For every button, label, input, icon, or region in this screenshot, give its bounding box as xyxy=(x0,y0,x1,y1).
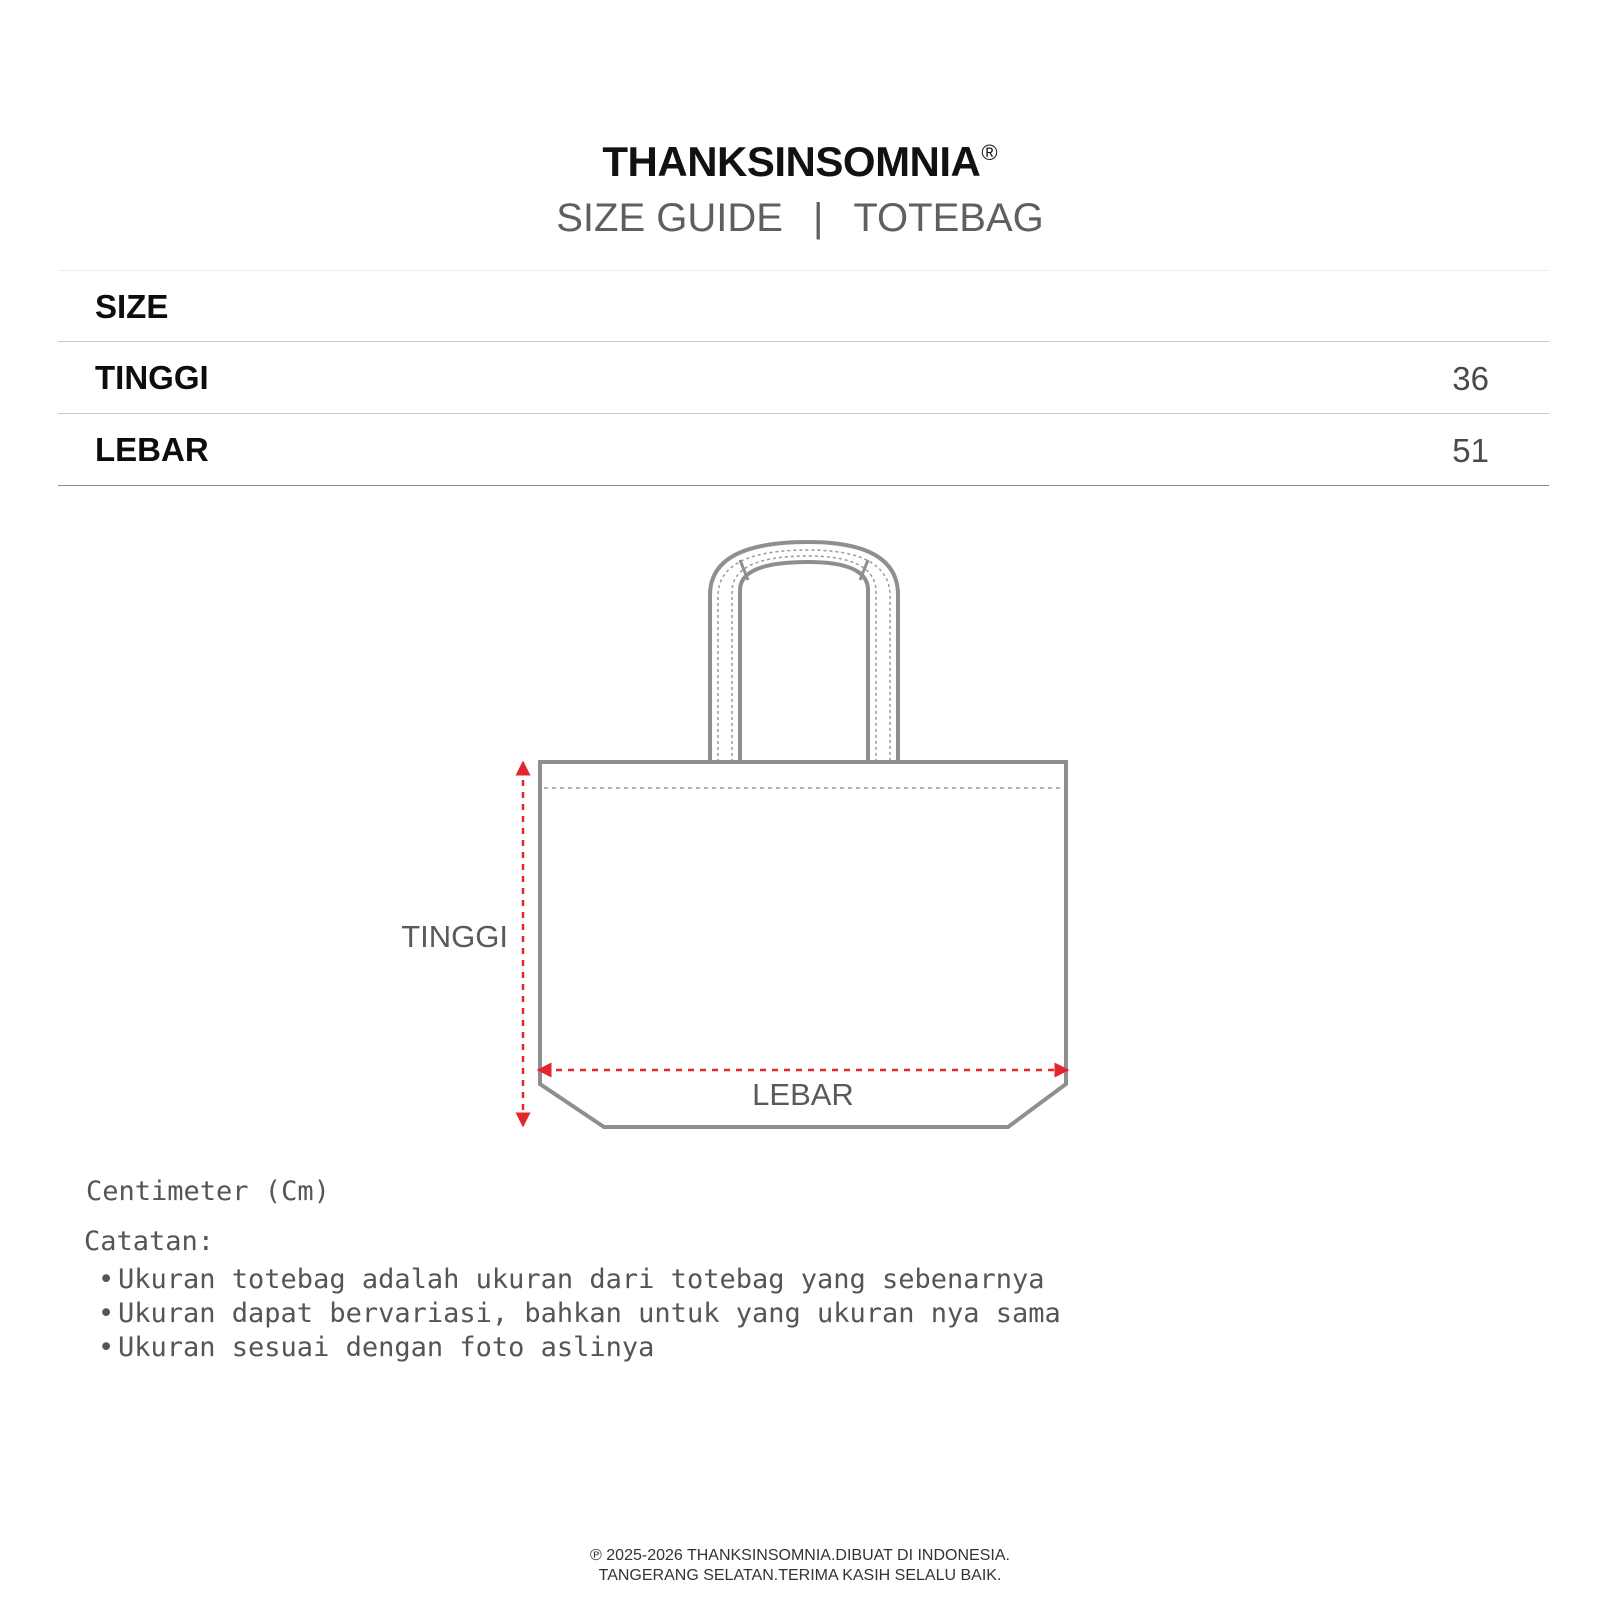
handle-inner-outline xyxy=(740,562,868,762)
note-item xyxy=(98,1331,1061,1365)
subtitle-product: TOTEBAG xyxy=(853,196,1044,240)
size-table xyxy=(58,270,1549,486)
note-text: Ukuran sesuai dengan foto aslinya xyxy=(118,1332,655,1363)
size-row-tinggi xyxy=(58,342,1549,414)
size-row-label: LEBAR xyxy=(95,431,209,468)
size-row-value: 51 xyxy=(1452,432,1489,469)
footer-line-2: TANGERANG SELATAN.TERIMA KASIH SELALU BAIK. xyxy=(598,1567,1002,1584)
size-row-lebar xyxy=(58,414,1549,486)
bag-body-outline xyxy=(540,762,1066,1127)
note-item xyxy=(98,1263,1061,1297)
note-text: Ukuran totebag adalah ukuran dari totebag yang sebenarnya xyxy=(118,1264,1045,1295)
bullet-icon: • xyxy=(98,1264,115,1295)
totebag-diagram xyxy=(0,520,1600,1140)
footer-line-1: ℗ 2025-2026 THANKSINSOMNIA.DIBUAT DI INDONESIA. xyxy=(590,1547,1010,1564)
size-header-label: SIZE xyxy=(95,288,169,325)
notes-section xyxy=(84,1226,1061,1365)
subtitle-separator: | xyxy=(812,196,824,240)
notes-title: Catatan: xyxy=(84,1226,215,1257)
size-table-header-row xyxy=(58,270,1549,342)
footer xyxy=(0,1546,1600,1586)
bullet-icon: • xyxy=(98,1298,115,1329)
page-subtitle xyxy=(0,196,1600,241)
brand-name: THANKSINSOMNIA xyxy=(602,138,981,185)
notes-list xyxy=(84,1263,1061,1365)
width-label: LEBAR xyxy=(752,1077,854,1112)
size-row-value: 36 xyxy=(1452,360,1489,397)
note-item xyxy=(98,1297,1061,1331)
unit-note: Centimeter (Cm) xyxy=(86,1176,330,1207)
totebag-illustration xyxy=(0,520,1600,1140)
height-label: TINGGI xyxy=(401,919,508,954)
brand-header xyxy=(0,138,1600,186)
note-text: Ukuran dapat bervariasi, bahkan untuk yang ukuran nya sama xyxy=(118,1298,1061,1329)
handle-stitching xyxy=(732,556,876,762)
registered-mark: ® xyxy=(981,140,998,165)
size-row-label: TINGGI xyxy=(95,359,209,396)
subtitle-size-guide: SIZE GUIDE xyxy=(556,196,783,240)
bullet-icon: • xyxy=(98,1332,115,1363)
